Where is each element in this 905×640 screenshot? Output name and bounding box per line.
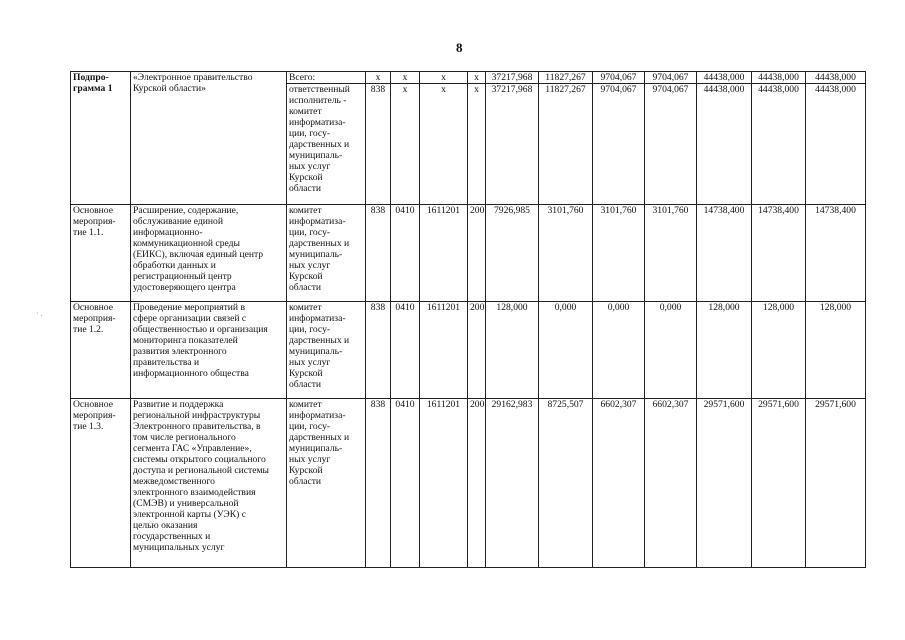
activity-row	[71, 399, 866, 568]
rzpr-cell: 0410	[391, 399, 420, 568]
amount-cell: 44438,000	[752, 72, 806, 84]
amount-cell: 128,000	[806, 302, 866, 399]
amount-cell: 44438,000	[806, 72, 866, 84]
subprogram-name: «Электронное правительство Курской области»	[131, 72, 287, 205]
grbs-cell: х	[366, 72, 391, 84]
amount-cell: 3101,760	[593, 205, 645, 302]
csr-cell: 1611201	[420, 399, 468, 568]
amount-cell: 44438,000	[697, 72, 752, 84]
amount-cell: 29571,600	[752, 399, 806, 568]
amount-cell: 9704,067	[593, 72, 645, 84]
amount-cell: 7926,985	[486, 205, 539, 302]
activity-name: Расширение, содержание, обслуживание единой информационно- коммуникационной среды (ЕИКС), включая единый центр обработки данных и регистрационный центр удостоверяющего центра	[131, 205, 287, 302]
amount-cell: 29162,983	[486, 399, 539, 568]
amount-cell: 37217,968	[486, 84, 539, 205]
vr-cell: х	[468, 84, 486, 205]
grbs-cell: 838	[366, 205, 391, 302]
amount-cell: 0,000	[593, 302, 645, 399]
amount-cell: 11827,267	[539, 84, 593, 205]
budget-table	[70, 71, 866, 568]
amount-cell: 14738,400	[806, 205, 866, 302]
rzpr-cell: х	[391, 84, 420, 205]
rzpr-cell: 0410	[391, 205, 420, 302]
amount-cell: 44438,000	[806, 84, 866, 205]
amount-cell: 128,000	[752, 302, 806, 399]
activity-label: Основное мероприя- тие 1.3.	[71, 399, 131, 568]
amount-cell: 6602,307	[645, 399, 697, 568]
grbs-cell: 838	[366, 302, 391, 399]
csr-cell: х	[420, 72, 468, 84]
grbs-cell: 838	[366, 84, 391, 205]
executor-cell: комитет информатиза- ции, госу- дарственных и муниципаль- ных услуг Курской области	[287, 399, 366, 568]
amount-cell: 0,000	[539, 302, 593, 399]
vr-cell: 200	[468, 399, 486, 568]
amount-cell: 8725,507	[539, 399, 593, 568]
executor-cell: комитет информатиза- ции, госу- дарственных и муниципаль- ных услуг Курской области	[287, 302, 366, 399]
activity-name: Развитие и поддержка региональной инфраструктуры Электронного правительства, в том числе регионального сегмента ГАС «Управление», системы открытого социального доступа и региональной системы межведомственного электронного взаимодействия (СМЭВ) и универсальной электронной карты (УЭК) с целью оказания государственных и муниципальных услуг	[131, 399, 287, 568]
scan-mark: · .	[36, 309, 43, 318]
vr-cell: 200	[468, 205, 486, 302]
amount-cell: 44438,000	[697, 84, 752, 205]
amount-cell: 128,000	[697, 302, 752, 399]
amount-cell: 6602,307	[593, 399, 645, 568]
amount-cell: 11827,267	[539, 72, 593, 84]
amount-cell: 3101,760	[539, 205, 593, 302]
page-number: 8	[456, 40, 463, 55]
amount-cell: 29571,600	[806, 399, 866, 568]
activity-row	[71, 302, 866, 399]
subprogram-total-row	[71, 72, 866, 84]
activity-label: Основное мероприя- тие 1.2.	[71, 302, 131, 399]
amount-cell: 44438,000	[752, 84, 806, 205]
amount-cell: 9704,067	[645, 72, 697, 84]
grbs-cell: 838	[366, 399, 391, 568]
rzpr-cell: 0410	[391, 302, 420, 399]
csr-cell: 1611201	[420, 205, 468, 302]
amount-cell: 14738,400	[752, 205, 806, 302]
subprogram-label: Подпро- грамма 1	[71, 72, 131, 205]
rzpr-cell: х	[391, 72, 420, 84]
vr-cell: х	[468, 72, 486, 84]
activity-name: Проведение мероприятий в сфере организации связей с общественностью и организация мониторинга показателей развития электронного правительства и информационного общества	[131, 302, 287, 399]
amount-cell: 3101,760	[645, 205, 697, 302]
activity-label: Основное мероприя- тие 1.1.	[71, 205, 131, 302]
amount-cell: 9704,067	[593, 84, 645, 205]
amount-cell: 29571,600	[697, 399, 752, 568]
vr-cell: 200	[468, 302, 486, 399]
csr-cell: х	[420, 84, 468, 205]
amount-cell: 37217,968	[486, 72, 539, 84]
executor-cell: комитет информатиза- ции, госу- дарственных и муниципаль- ных услуг Курской области	[287, 205, 366, 302]
executor-cell: ответственный исполнитель - комитет информатиза- ции, госу- дарственных и муниципаль- ных услуг Курской области	[287, 84, 366, 205]
executor-cell: Всего:	[287, 72, 366, 84]
amount-cell: 0,000	[645, 302, 697, 399]
activity-row	[71, 205, 866, 302]
amount-cell: 128,000	[486, 302, 539, 399]
csr-cell: 1611201	[420, 302, 468, 399]
amount-cell: 14738,400	[697, 205, 752, 302]
amount-cell: 9704,067	[645, 84, 697, 205]
